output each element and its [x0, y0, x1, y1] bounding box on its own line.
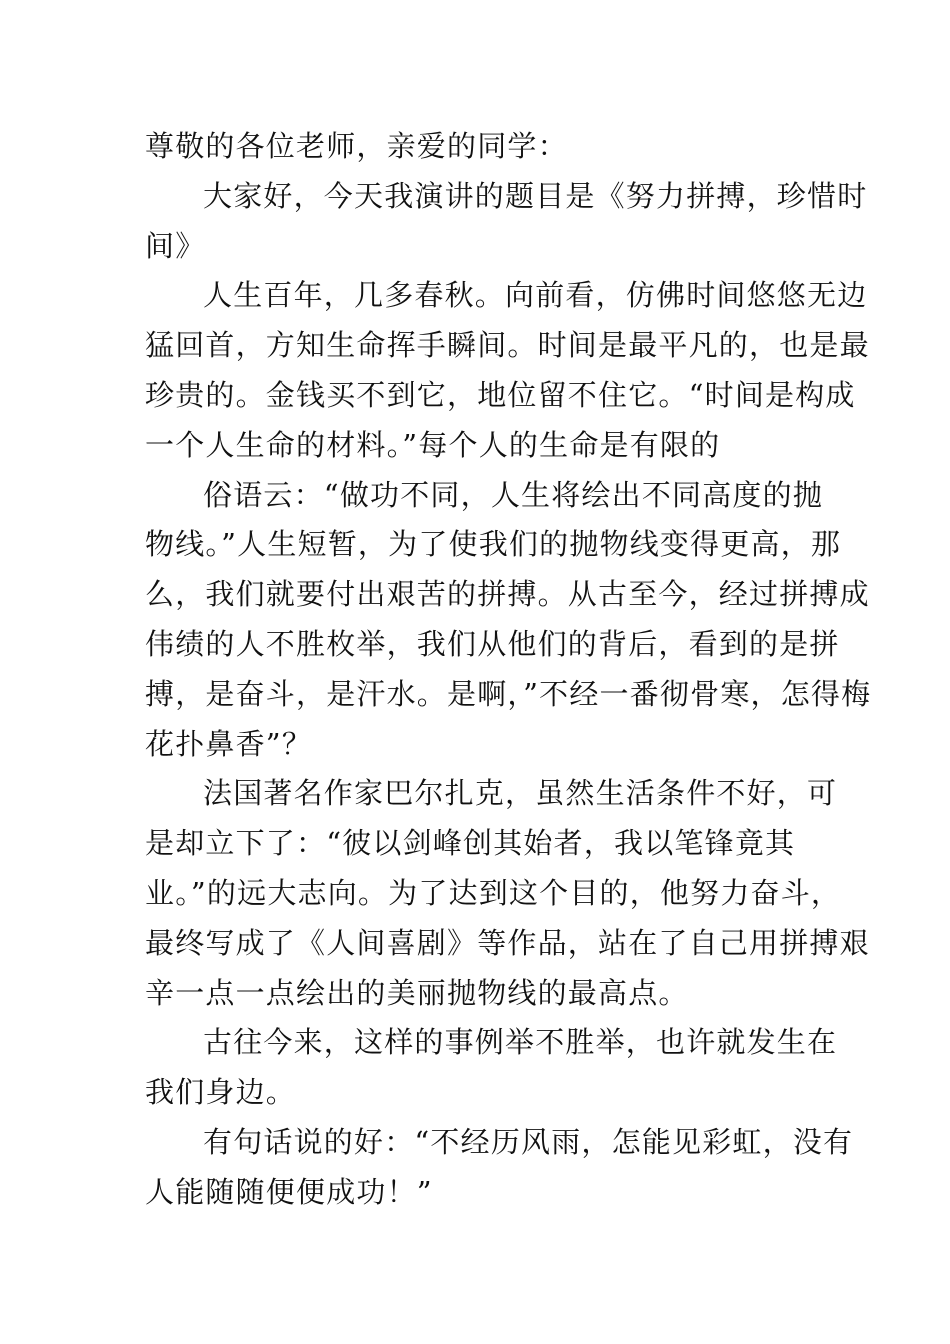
text-line: 古往今来，这样的事例举不胜举，也许就发生在 — [203, 1025, 838, 1060]
text-line: 么，我们就要付出艰苦的拼搏。从古至今，经过拼搏成 — [145, 577, 870, 612]
text-line: 一个人生命的材料。”每个人的生命是有限的 — [145, 427, 721, 462]
text-line: 大家好，今天我演讲的题目是《努力拼搏，珍惜时 — [203, 178, 868, 213]
text-line: 伟绩的人不胜枚举，我们从他们的背后，看到的是拼 — [145, 626, 840, 661]
text-line: 是却立下了：“彼以剑峰创其始者，我以笔锋竟其 — [145, 826, 796, 861]
text-line: 我们身边。 — [145, 1075, 297, 1110]
text-line: 猛回首，方知生命挥手瞬间。时间是最平凡的，也是最 — [145, 328, 870, 363]
text-line: 辛一点一点绘出的美丽抛物线的最高点。 — [145, 975, 689, 1010]
text-line: 俗语云：“做功不同，人生将绘出不同高度的抛 — [203, 477, 824, 512]
text-line: 业。”的远大志向。为了达到这个目的，他努力奋斗， — [145, 875, 842, 910]
text-line: 人生百年，几多春秋。向前看，仿佛时间悠悠无边 — [203, 278, 868, 313]
text-line: 有句话说的好：“不经历风雨，怎能见彩虹，没有 — [203, 1124, 854, 1159]
text-line: 法国著名作家巴尔扎克，虽然生活条件不好，可 — [203, 776, 838, 811]
text-line: 最终写成了《人间喜剧》等作品，站在了自己用拼搏艰 — [145, 925, 870, 960]
text-line: 物线。”人生短暂，为了使我们的抛物线变得更高，那 — [145, 527, 842, 562]
text-line: 人能随随便便成功！” — [145, 1174, 433, 1209]
text-line: 尊敬的各位老师，亲爱的同学： — [145, 129, 568, 163]
text-line: 花扑鼻香”？ — [145, 726, 313, 761]
text-line: 搏，是奋斗，是汗水。是啊，”不经一番彻骨寒，怎得梅 — [145, 676, 872, 711]
text-line: 间》 — [145, 228, 206, 263]
text-line: 珍贵的。金钱买不到它，地位留不住它。“时间是构成 — [145, 377, 856, 412]
speech-text — [145, 122, 872, 1218]
